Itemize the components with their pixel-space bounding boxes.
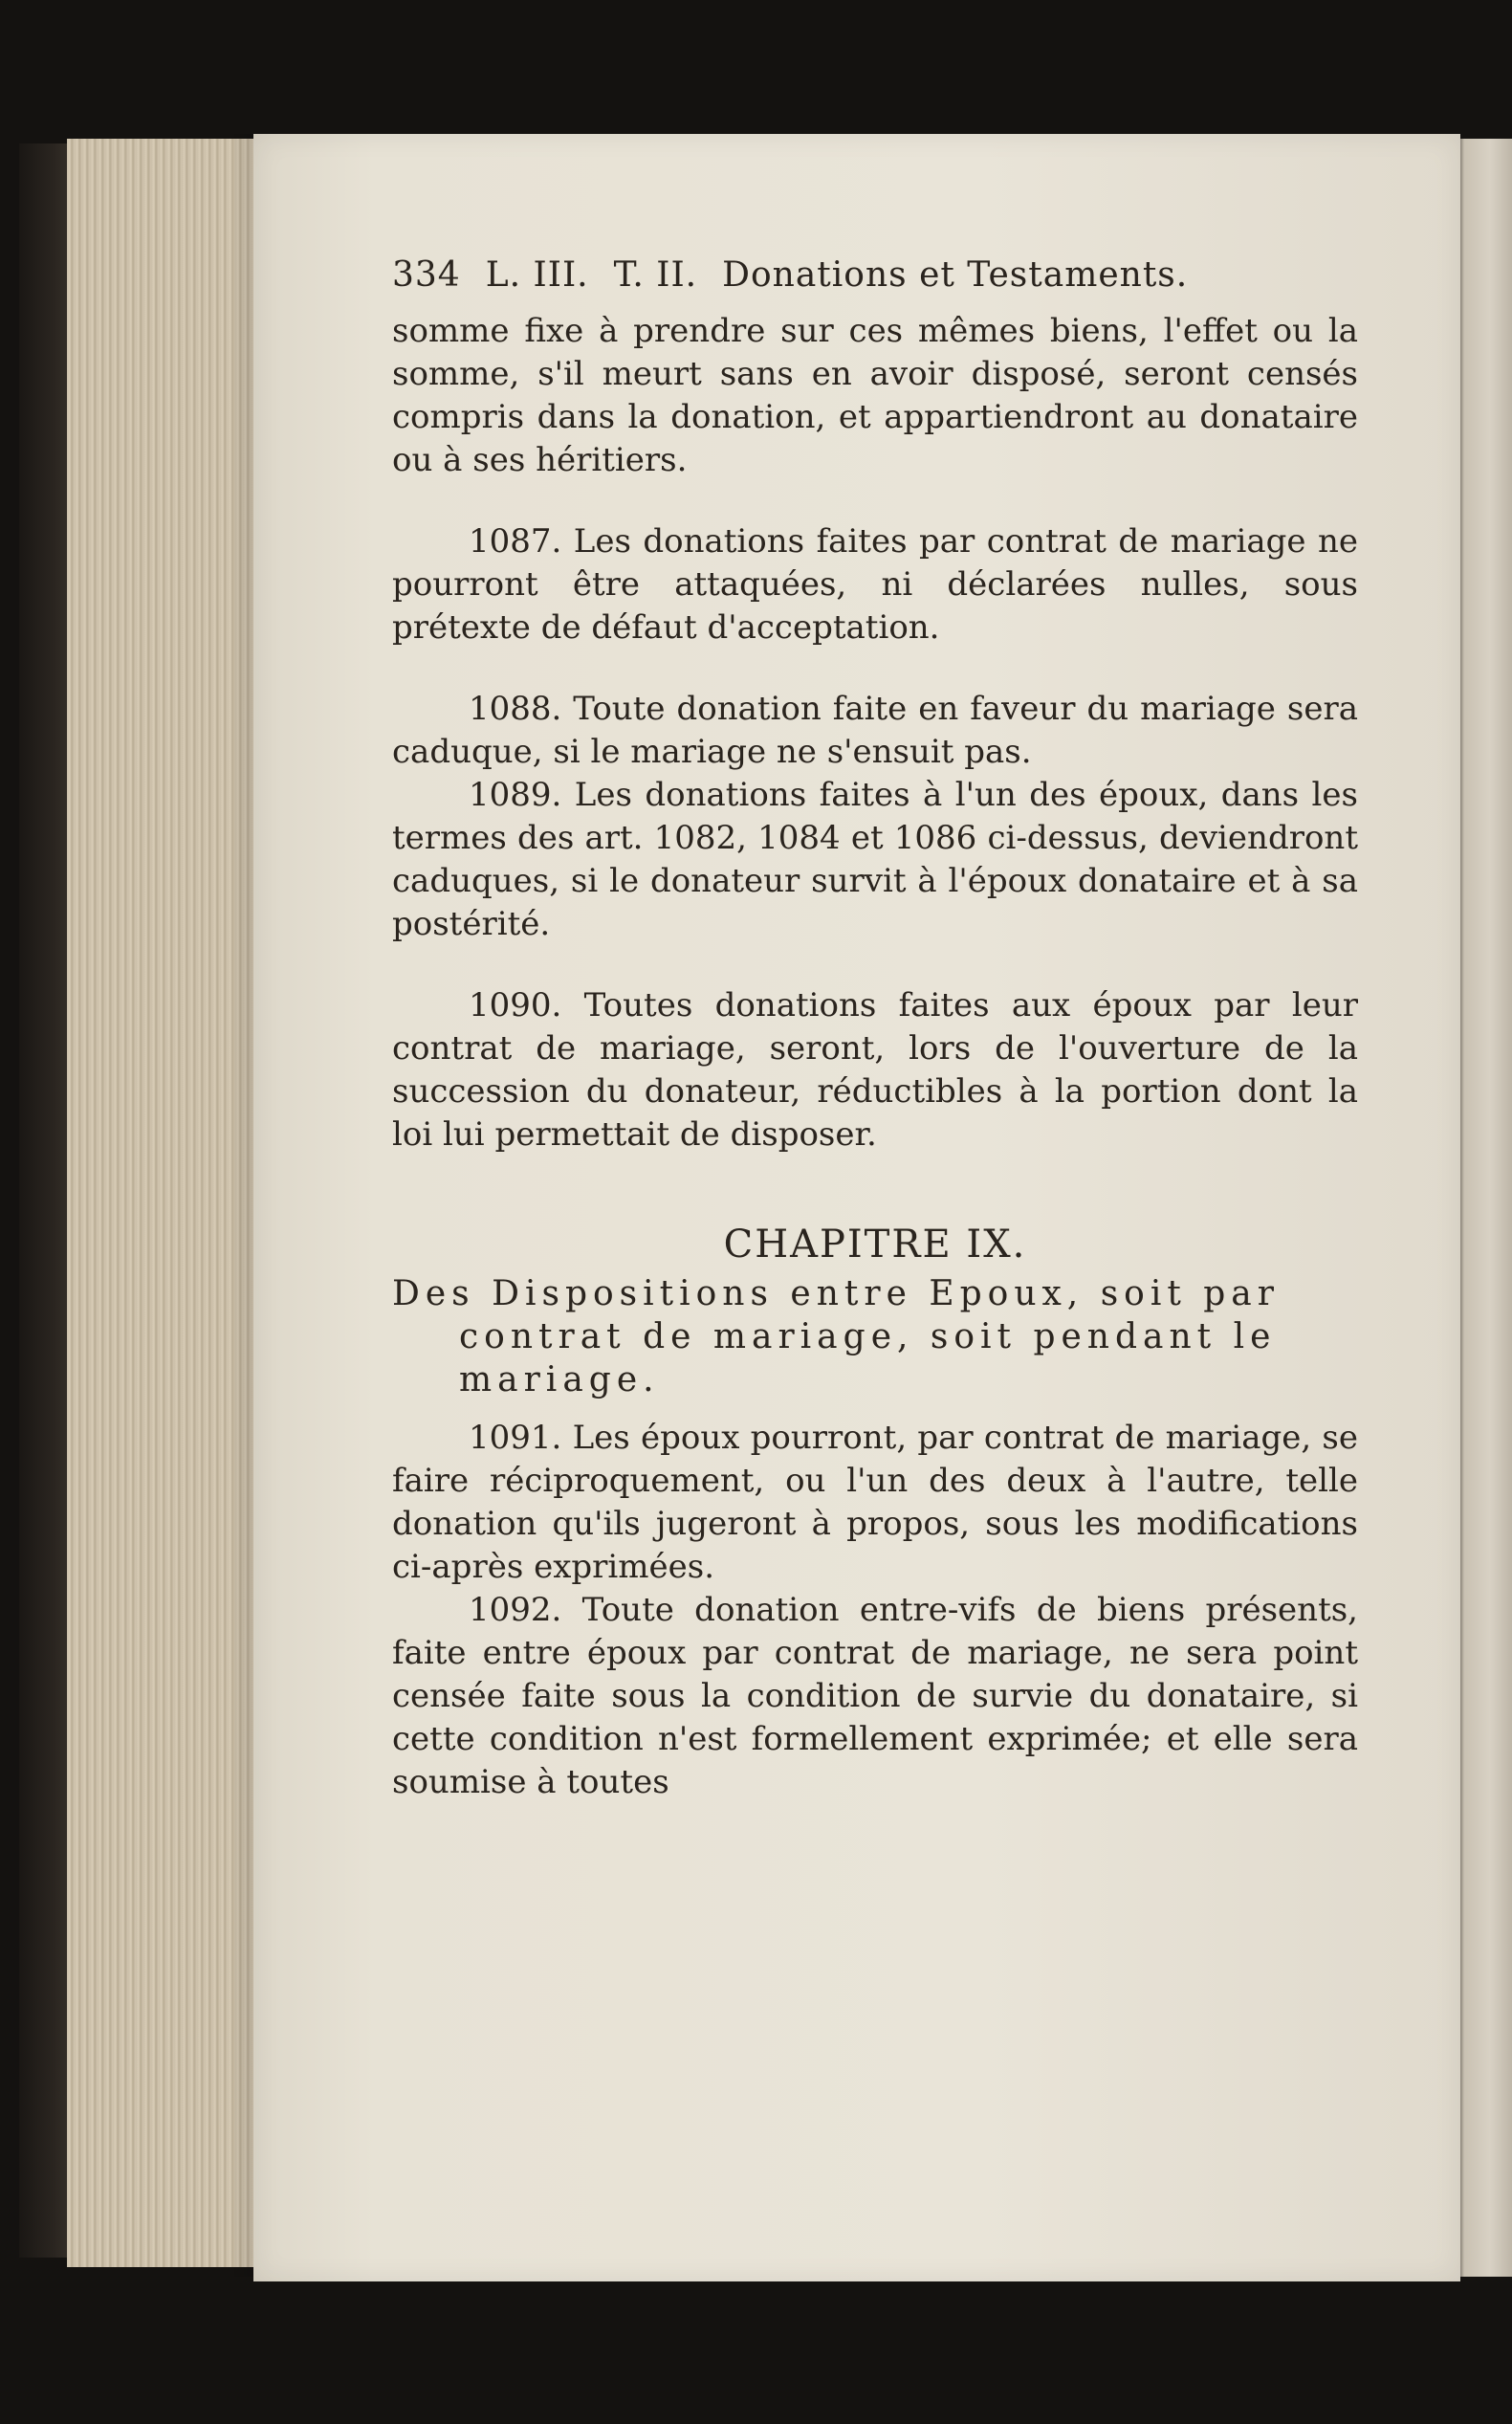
chapter-heading: CHAPITRE IX. bbox=[723, 1223, 1027, 1267]
article-1091: 1091. Les époux pourront, par contrat de mariage, se faire réciproquement, ou l'un des deux à l'autre, telle donation qu'ils jugeront à propos, sous les modifications ci-après exprimées. bbox=[392, 1419, 1358, 1586]
article-1087: 1087. Les donations faites par contrat de mariage ne pourront être attaquées, ni déclarées nulles, sous prétexte de défaut d'acceptation. bbox=[392, 522, 1358, 647]
running-head bbox=[392, 253, 1358, 297]
next-page-edge bbox=[1456, 139, 1512, 2277]
title-part: T. II. bbox=[613, 255, 698, 295]
running-title: Donations et Testaments. bbox=[722, 255, 1189, 295]
page-edges bbox=[67, 139, 258, 2267]
page-number: 334 bbox=[392, 255, 461, 295]
article-1089: 1089. Les donations faites à l'un des époux, dans les termes des art. 1082, 1084 et 1086 ci-dessus, deviendront caduques, si le donateur survit à l'époux donataire et à sa postérité. bbox=[392, 776, 1358, 943]
paragraph-continuation: somme fixe à prendre sur ces mêmes biens, l'effet ou la somme, s'il meurt sans en avoir disposé, seront censés compris dans la donation, et appartiendront au donataire ou à ses héritiers. bbox=[392, 312, 1358, 479]
article-1088: 1088. Toute donation faite en faveur du mariage sera caduque, si le mariage ne s'ensuit pas. bbox=[392, 690, 1358, 771]
book-number: L. III. bbox=[485, 255, 589, 295]
chapter-subtitle: Des Dispositions entre Epoux, soit par contrat de mariage, soit pendant le mariage. bbox=[392, 1274, 1280, 1399]
page-content bbox=[392, 253, 1358, 1804]
article-1090: 1090. Toutes donations faites aux époux par leur contrat de mariage, seront, lors de l'ouverture de la succession du donateur, réductibles à la portion dont la loi lui permettait de disposer. bbox=[392, 986, 1358, 1154]
article-1092: 1092. Toute donation entre-vifs de biens présents, faite entre époux par contrat de mariage, ne sera point censée faite sous la condition de survie du donataire, si cette condition n'est formellement exprimée; et elle sera soumise à toutes bbox=[392, 1591, 1358, 1801]
